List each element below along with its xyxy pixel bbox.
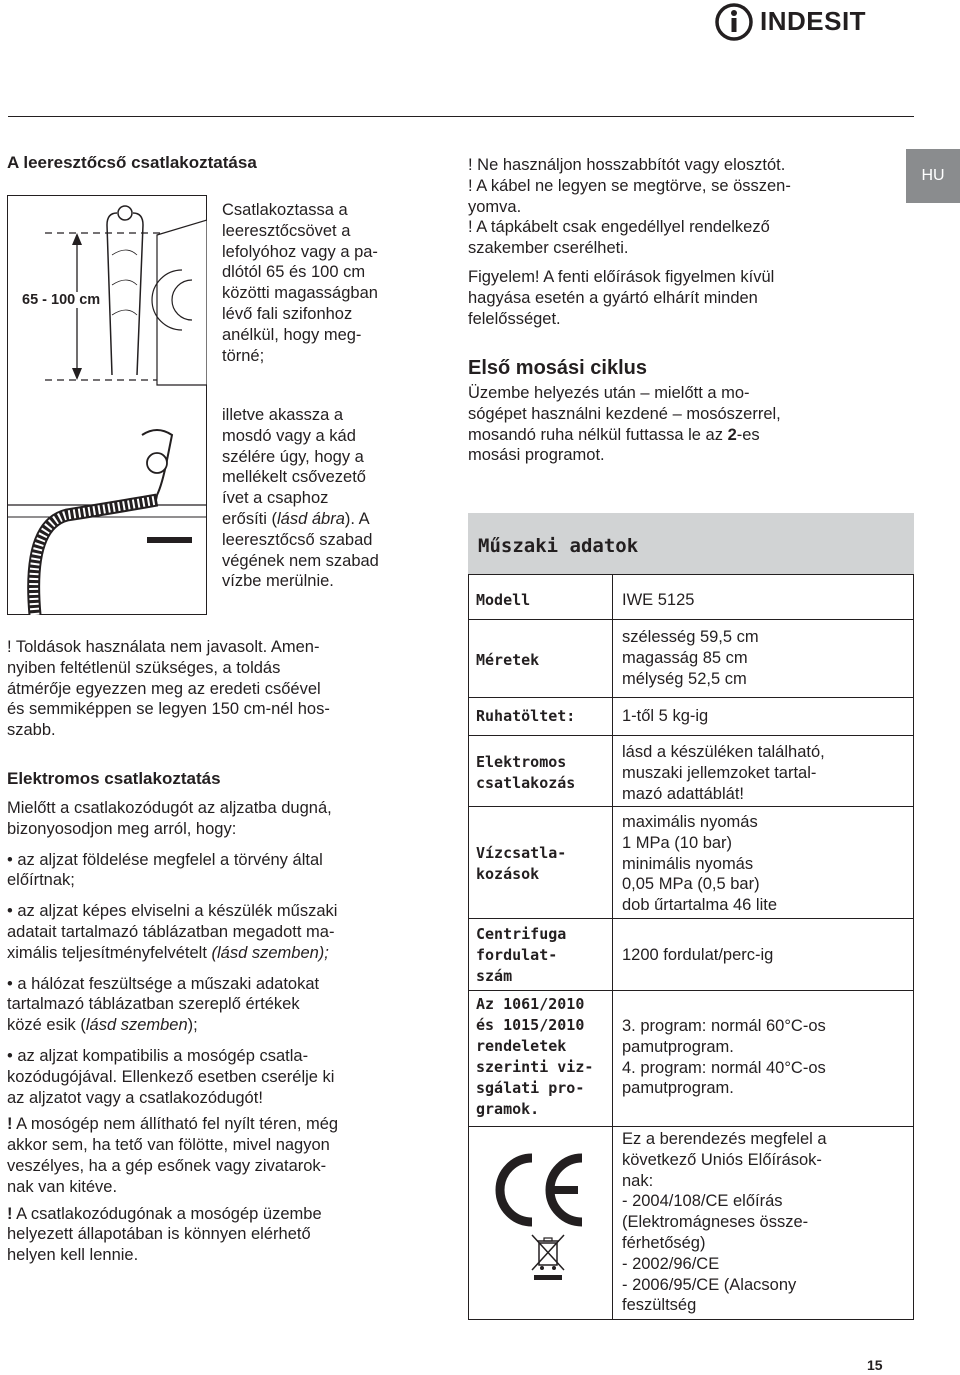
electric-text: Mielőtt a csatlakozódugót az aljzatba dugná, bizonyosodjon meg arról, hogy: • az aljzat földelése megfelel a törvény által előírtnak; • az aljzat képes elviselni a készülék műszaki adatait tartalmazó táblázatban megadott ma- ximális teljesítményfelvételt (lásd szemben); • a hálózat feszültsége a műszaki adatokat tartalmazó táblázatban szereplő értékek közé esik (lásd szemben); • az aljzat kompatibilis a mosógép csatla- kozódugójával. Ellenkező esetben cserélje ki az aljzatot vagy a csatlakozódugót! ! A mosógép nem állítható fel nyílt téren, még akkor sem, ha tető van fölötte, mivel nagyon veszélyes, ha a gép esőnek vagy zivatarok- nak van kitéve. ! A csatlakozódugónak a mosógép üzembe helyezett állapotában is könnyen elérhető helyen kell lennie. xyxy=(7,799,339,1265)
tech-label-model: Modell xyxy=(476,591,531,609)
tech-value-water: maximális nyomás 1 MPa (10 bar) minimális nyomás 0,05 MPa (0,5 bar) dob űrtartalma 46 lite xyxy=(622,813,778,915)
row-divider xyxy=(468,1126,914,1127)
tech-label-electric: Elektromos csatlakozás xyxy=(476,753,576,792)
height-label: 65 - 100 cm xyxy=(22,292,101,308)
tech-value-model: IWE 5125 xyxy=(622,591,695,609)
tech-value-spin: 1200 fordulat/perc-ig xyxy=(622,946,774,964)
row-divider xyxy=(468,735,914,736)
first-wash-title: Első mosási ciklus xyxy=(468,357,647,379)
page-number: 15 xyxy=(867,1357,883,1373)
row-divider xyxy=(468,619,914,620)
tech-value-electric: lásd a készüléken található, muszaki jellemzoket tartal- mazó adattáblát! xyxy=(622,743,825,803)
tech-value-dimensions: szélesség 59,5 cm magasság 85 cm mélység 52,5 cm xyxy=(622,628,759,688)
ce-weee-marks-icon xyxy=(486,1140,596,1300)
drain-title: A leeresztőcső csatlakoztatása xyxy=(7,153,257,172)
extension-note: ! Toldások használata nem javasolt. Amen- nyiben feltétlenül szükséges, a toldás átmérője egyezzen meg az eredeti csőével és semmiképpen se legyen 150 cm-nél hos- szabb. xyxy=(7,638,330,740)
first-wash-text: Üzembe helyezés után – mielőtt a mo- sógépet használni kezdené – mosószerrel, mosandó ruha nélkül futtassa le az 2-es mosási programot. xyxy=(468,384,781,465)
electric-title: Elektromos csatlakoztatás xyxy=(7,769,221,788)
row-divider xyxy=(468,697,914,698)
indesit-logo-icon xyxy=(714,2,754,42)
tech-label-water: Vízcsatla- kozások xyxy=(476,844,567,883)
language-tab: HU xyxy=(906,149,960,203)
right-notes: ! Ne használjon hosszabbítót vagy elosztót. ! A kábel ne legyen se megtörve, se összen- yomva. ! A tápkábelt csak engedéllyel rendelkező szakember cserélheti. Figyelem! A fenti előírások figyelmen kívül hagyása esetén a gyártó elhárít minden felelősséget. xyxy=(468,156,791,328)
tech-column-divider xyxy=(612,575,613,1320)
tech-value-conformity: Ez a berendezés megfelel a következő Uniós Előírások- nak: - 2004/108/CE előírás (Elektromágneses össze- férhetőség) - 2002/96/CE - 2006/95/CE (Alacsony feszültség xyxy=(622,1130,827,1315)
drain-hose-figure xyxy=(7,195,207,615)
tech-label-spin: Centrifuga fordulat- szám xyxy=(476,925,567,985)
row-divider xyxy=(468,918,914,919)
indesit-logo xyxy=(714,2,892,42)
drain-text-2: illetve akassza a mosdó vagy a kád szélére úgy, hogy a mellékelt csővezető ívet a csaphoz erősíti (lásd ábra). A leeresztőcső szabad végének nem szabad vízbe merülnie. xyxy=(222,406,379,591)
row-divider xyxy=(468,990,914,991)
row-divider xyxy=(468,806,914,807)
tech-title: Műszaki adatok xyxy=(478,535,639,557)
tech-value-load: 1-től 5 kg-ig xyxy=(622,707,709,725)
drain-text-1: Csatlakoztassa a leeresztőcsövet a lefolyóhoz vagy a pa- dlótól 65 és 100 cm közötti magasságban lévő fali szifonhoz anélkül, hogy meg- törné; xyxy=(222,201,378,365)
tech-label-programs: Az 1061/2010 és 1015/2010 rendeletek szerinti viz- sgálati pro- gramok. xyxy=(476,995,594,1118)
tech-label-load: Ruhatöltet: xyxy=(476,707,576,725)
header-rule xyxy=(8,116,914,117)
tech-value-programs: 3. program: normál 60°C-os pamutprogram. 4. program: normál 40°C-os pamutprogram. xyxy=(622,1017,826,1098)
tech-label-dimensions: Méretek xyxy=(476,651,540,669)
brand-name: INDESIT xyxy=(760,6,867,36)
